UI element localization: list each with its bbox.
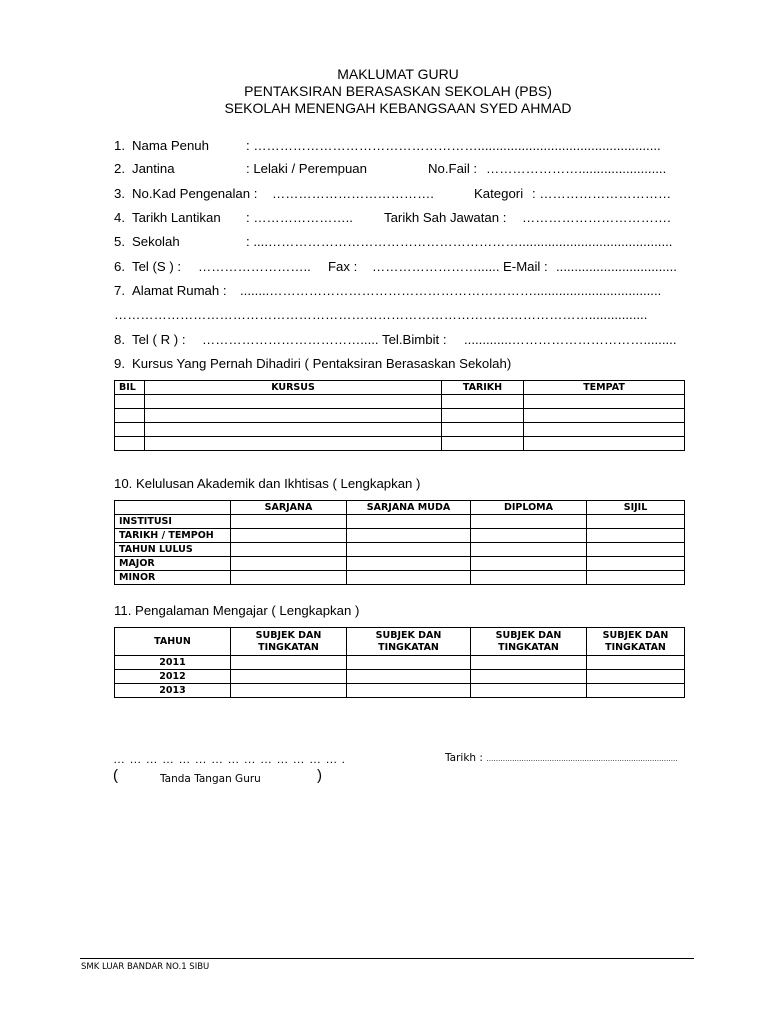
label-alamat-rumah: Alamat Rumah :: [132, 283, 227, 298]
label-sekolah: Sekolah: [132, 234, 180, 249]
pengalaman-header-subjek-2: SUBJEK DAN TINGKATAN: [347, 628, 471, 656]
akademik-header-sarjana-muda: SARJANA MUDA: [347, 501, 471, 515]
table-row: [115, 670, 685, 684]
dots-alamat-rumah-line2[interactable]: ………………………………………………………………………………………………................: [114, 307, 648, 322]
table-row: [115, 571, 685, 585]
dots-tarikh-lantikan[interactable]: : …………………..: [246, 210, 353, 225]
table-row: [115, 529, 685, 543]
label-tarikh-lantikan: Tarikh Lantikan: [132, 210, 221, 225]
kursus-header-tempat: TEMPAT: [524, 381, 685, 395]
table-row: [115, 395, 685, 409]
table-row: [115, 437, 685, 451]
dots-tel-bimbit[interactable]: .............………………………….........: [464, 332, 677, 347]
footer-divider: [80, 958, 694, 959]
akademik-header-sarjana: SARJANA: [231, 501, 347, 515]
dots-nama-penuh[interactable]: : ……………………………………………..................................................: [246, 138, 661, 153]
akademik-header-diploma: DIPLOMA: [471, 501, 587, 515]
form-title: MAKLUMAT GURU: [337, 66, 459, 82]
dots-tel-r[interactable]: ……………………………….....: [202, 332, 379, 347]
tarikh-label: Tarikh :: [445, 752, 483, 764]
kursus-header-tarikh: TARIKH: [442, 381, 524, 395]
tarikh-field: [445, 752, 678, 764]
row-label-minor: MINOR: [115, 571, 231, 585]
kursus-header-bil: BIL: [115, 381, 145, 395]
signature-label: Tanda Tangan Guru: [160, 773, 261, 785]
akademik-title: 10. Kelulusan Akademik dan Ikhtisas ( Lengkapkan ): [114, 476, 421, 491]
dots-email[interactable]: .................................: [556, 259, 677, 274]
kursus-header-kursus: KURSUS: [145, 381, 442, 395]
label-kategori: Kategori: [474, 186, 524, 201]
pengalaman-header-tahun: TAHUN: [115, 628, 231, 656]
row-label-tarikh-tempoh: TARIKH / TEMPOH: [115, 529, 231, 543]
pengalaman-header-subjek-3: SUBJEK DAN TINGKATAN: [471, 628, 587, 656]
dots-tarikh-sah-jawatan[interactable]: …………………………….: [522, 210, 671, 225]
label-kursus: Kursus Yang Pernah Dihadiri ( Pentaksiran Berasaskan Sekolah): [132, 356, 512, 371]
table-row: [115, 656, 685, 670]
table-row: [115, 515, 685, 529]
label-tel-r: Tel ( R ) :: [132, 332, 186, 347]
dots-fax[interactable]: ……………………......: [372, 259, 500, 274]
tarikh-dots[interactable]: ……………………………………………………………………….: [486, 755, 678, 763]
akademik-header-blank: [115, 501, 231, 515]
table-row: [115, 543, 685, 557]
dots-alamat-rumah[interactable]: ........……………………………………………………...................................: [240, 283, 662, 298]
table-row: [115, 409, 685, 423]
label-no-kad-pengenalan: No.Kad Pengenalan :: [132, 186, 258, 201]
row-label-major: MAJOR: [115, 557, 231, 571]
footer-school: SMK LUAR BANDAR NO.1 SIBU: [81, 962, 210, 972]
dots-tel-s[interactable]: ……………………..: [198, 259, 311, 274]
year-2012: 2012: [115, 670, 231, 684]
akademik-table: [114, 500, 685, 585]
form-page: MAKLUMAT GURU PENTAKSIRAN BERASASKAN SEKOLAH (PBS) SEKOLAH MENENGAH KEBANGSAAN SYED AHMAD 1. Nama Penuh : …………………………………………….................................................. 2. Jantina : Lelaki / Perempuan No.Fail : …………………........................ 3. No.Kad Pengenalan : ………………………………. Kategori : ………………………… 4. Tarikh Lantikan : ………………….. Tarikh Sah Jawatan : ……………………………. 5. Sekolah : ....………………………………………………….......................................... 6. Tel (S ) : …………………….. Fax : ……………………...... E-Mail : ................................. 7. Alamat Rumah : ........……………………………………………………................................... ………………………………………………………………………………………………................ 8. Tel ( R ) : ………………………………..... Tel.Bimbit : .............…………………………......... 9. Kursus Yang Pernah Dihadiri ( Pentaksiran Berasaskan Sekolah) BIL KURSUS TARIKH TEMPAT 10. Kelulusan Akademik dan Ikhtisas ( Lengkapkan ) SARJANA SARJANA MUDA DIPLOMA SIJIL INSTITUSI TARIKH / TEMPOH TAHUN LULUS MAJOR MINOR 11. Pengalaman Mengajar ( Lengkapkan ) TAHUN SUBJEK DAN TINGKATAN SUBJEK DAN TINGKATAN SUBJEK DAN TINGKATAN SUBJEK DAN TINGKATAN 2011 2012 2013 … … … … … … … … … … … … … … . ( Tanda Tangan Guru ) Tarikh : ………………………………………………………………………. SMK LUAR BANDAR NO.1 SIBU: [0, 0, 768, 1024]
year-2011: 2011: [115, 656, 231, 670]
form-subtitle: PENTAKSIRAN BERASASKAN SEKOLAH (PBS): [244, 83, 552, 99]
signature-close-paren: ): [317, 767, 322, 784]
akademik-header-sijil: SIJIL: [587, 501, 685, 515]
label-tarikh-sah-jawatan: Tarikh Sah Jawatan :: [384, 210, 507, 225]
dots-kategori[interactable]: : …………………………: [532, 186, 672, 201]
dots-sekolah[interactable]: : ....…………………………………………………..........................................: [246, 234, 673, 249]
dots-no-fail[interactable]: …………………........................: [486, 161, 667, 176]
school-name: SEKOLAH MENENGAH KEBANGSAAN SYED AHMAD: [224, 100, 572, 116]
dots-no-kad-pengenalan[interactable]: ……………………………….: [272, 186, 434, 201]
label-fax: Fax :: [328, 259, 358, 274]
pengalaman-table: [114, 627, 685, 698]
table-row: [115, 557, 685, 571]
row-label-institusi: INSTITUSI: [115, 515, 231, 529]
kursus-table: [114, 380, 685, 451]
label-no-fail: No.Fail :: [428, 161, 478, 176]
label-nama-penuh: Nama Penuh: [132, 138, 209, 153]
table-row: [115, 423, 685, 437]
label-tel-s: Tel (S ) :: [132, 259, 182, 274]
pengalaman-header-subjek-1: SUBJEK DAN TINGKATAN: [231, 628, 347, 656]
pengalaman-title: 11. Pengalaman Mengajar ( Lengkapkan ): [114, 603, 360, 618]
signature-open-paren: (: [113, 767, 118, 784]
jantina-options[interactable]: : Lelaki / Perempuan: [246, 161, 367, 176]
signature-line[interactable]: … … … … … … … … … … … … … … .: [113, 752, 346, 766]
pengalaman-header-subjek-4: SUBJEK DAN TINGKATAN: [587, 628, 685, 656]
table-row: [115, 684, 685, 698]
label-jantina: Jantina: [132, 161, 175, 176]
year-2013: 2013: [115, 684, 231, 698]
label-tel-bimbit: Tel.Bimbit :: [382, 332, 447, 347]
label-email: E-Mail :: [503, 259, 548, 274]
row-label-tahun-lulus: TAHUN LULUS: [115, 543, 231, 557]
